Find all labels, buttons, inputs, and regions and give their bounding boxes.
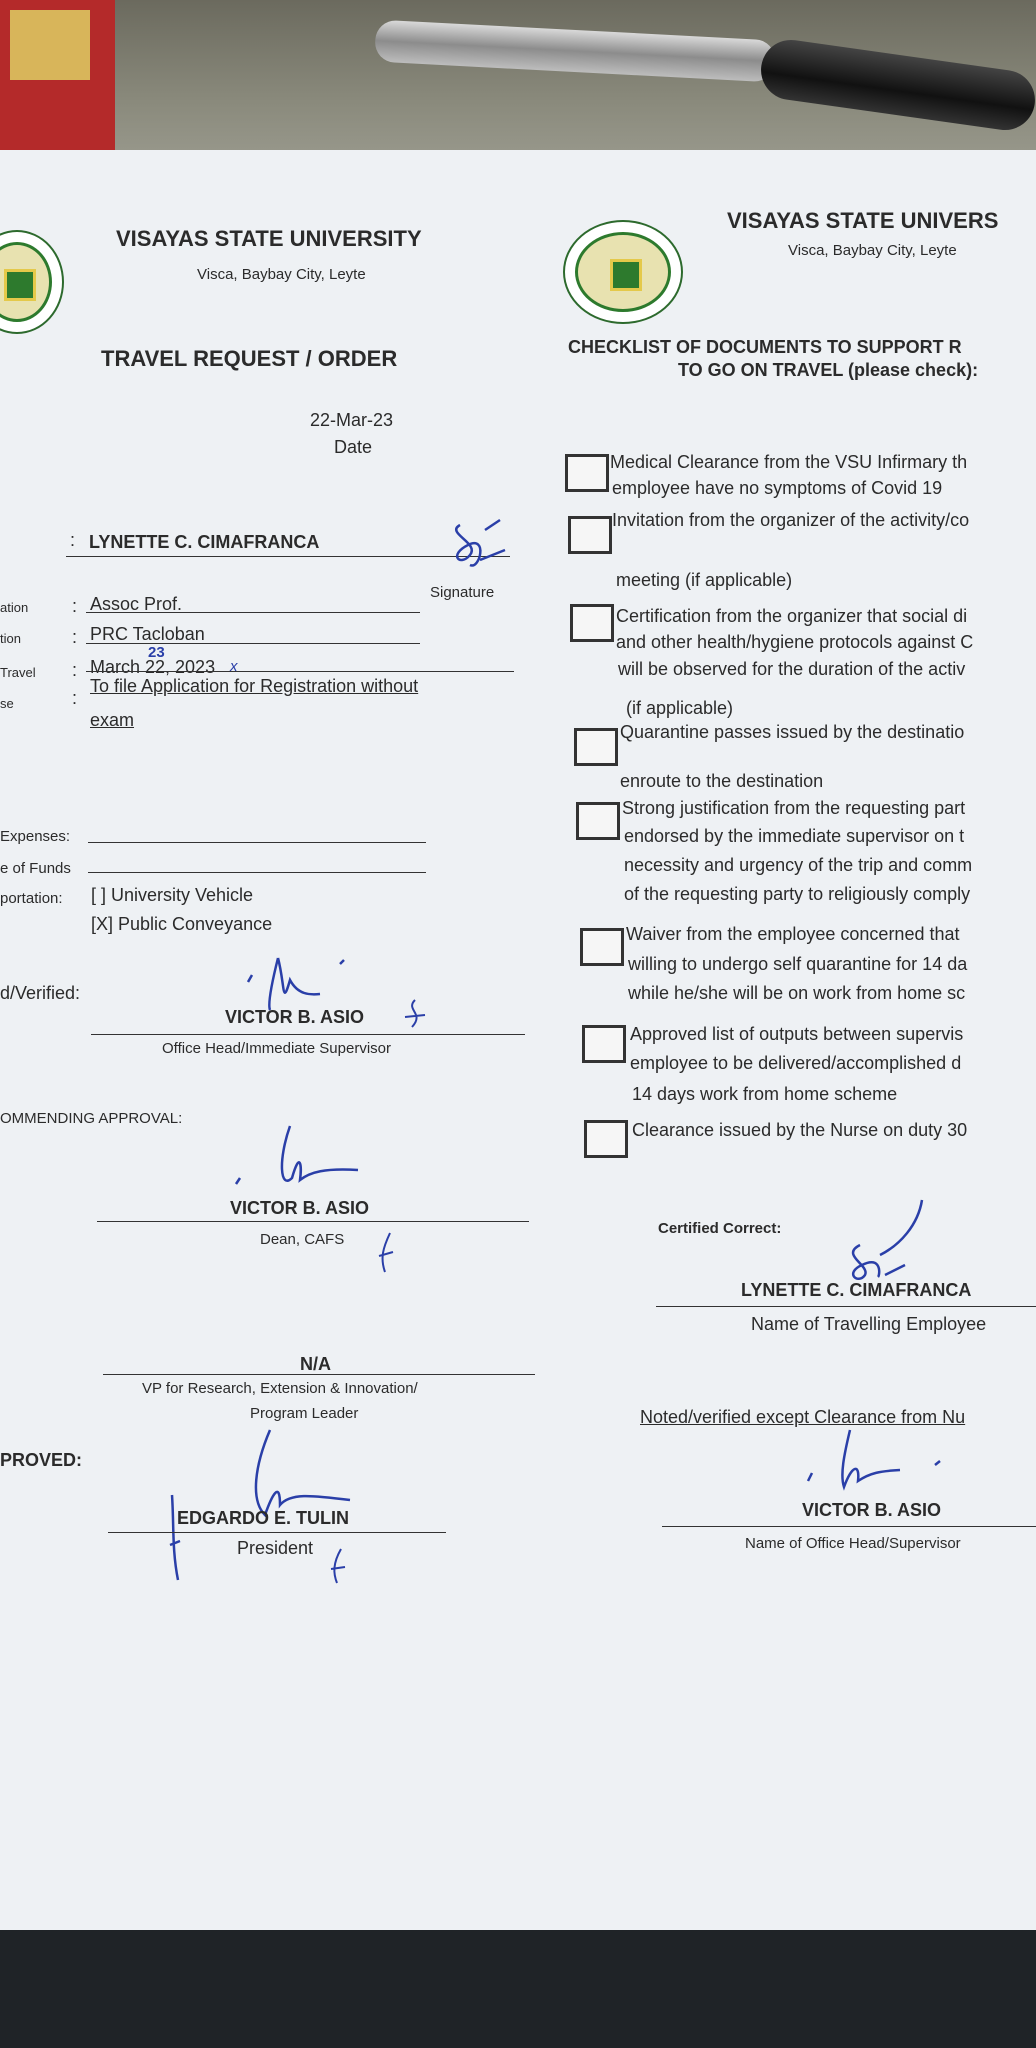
checklist-line: necessity and urgency of the trip and comm xyxy=(624,855,973,875)
checklist-line: enroute to the destination xyxy=(620,771,824,791)
field-value-travel-date: March 22, 2023 xyxy=(90,657,216,677)
employee-signature xyxy=(830,1195,940,1285)
checklist-line: willing to undergo self quarantine for 14 da xyxy=(628,954,968,974)
checklist-line: of the requesting party to religiously comply xyxy=(624,884,971,904)
checklist-line: Strong justification from the requesting part xyxy=(622,798,966,818)
recommending-label: OMMENDING APPROVAL: xyxy=(0,1110,183,1127)
president-title: President xyxy=(237,1538,314,1558)
recommender-name: VICTOR B. ASIO xyxy=(230,1198,370,1218)
employee-name: LYNETTE C. CIMAFRANCA xyxy=(741,1280,972,1300)
field-value-purpose: To file Application for Registration without xyxy=(90,676,419,696)
form-title: TRAVEL REQUEST / ORDER xyxy=(101,346,398,371)
checklist-line: 14 days work from home scheme xyxy=(632,1084,898,1104)
expenses-label: Expenses: xyxy=(0,828,71,845)
employee-caption: Name of Travelling Employee xyxy=(751,1314,987,1334)
red-box xyxy=(0,0,115,165)
recommender-title: Dean, CAFS xyxy=(260,1231,345,1248)
checklist-line: endorsed by the immediate supervisor on t xyxy=(624,826,965,846)
checklist-line: will be observed for the duration of the activ xyxy=(618,659,966,679)
traveller-signature xyxy=(440,515,515,575)
checklist-line: Clearance issued by the Nurse on duty 30 xyxy=(632,1120,968,1140)
certified-label: Certified Correct: xyxy=(658,1220,782,1237)
checklist-title-1: CHECKLIST OF DOCUMENTS TO SUPPORT R xyxy=(568,337,962,357)
vp-name: N/A xyxy=(300,1354,331,1374)
university-name-right: VISAYAS STATE UNIVERS xyxy=(727,208,999,233)
checklist-title-2: TO GO ON TRAVEL (please check): xyxy=(678,360,979,380)
transport-label: portation: xyxy=(0,890,63,907)
date-value: 22-Mar-23 xyxy=(310,410,394,430)
field-value-destination: PRC Tacloban xyxy=(90,624,205,644)
university-seal-right xyxy=(563,220,683,324)
transport-option-vehicle: [ ] University Vehicle xyxy=(91,885,254,905)
university-address-right: Visca, Baybay City, Leyte xyxy=(788,242,957,259)
checklist-line: Waiver from the employee concerned that xyxy=(626,924,960,944)
traveller-name: LYNETTE C. CIMAFRANCA xyxy=(89,532,320,552)
checkbox-quarantine-passes[interactable] xyxy=(574,728,618,766)
funds-label: e of Funds xyxy=(0,860,71,877)
checkbox-certification[interactable] xyxy=(570,604,614,642)
checkbox-approved-outputs[interactable] xyxy=(582,1025,626,1063)
checkbox-invitation[interactable] xyxy=(568,516,612,554)
approved-label: PROVED: xyxy=(0,1450,83,1470)
checklist-line: employee have no symptoms of Covid 19 xyxy=(612,478,943,498)
checklist-line: Approved list of outputs between supervis xyxy=(630,1024,964,1044)
president-name: EDGARDO E. TULIN xyxy=(177,1508,350,1528)
supervisor-caption: Name of Office Head/Supervisor xyxy=(745,1535,961,1552)
verifier-name: VICTOR B. ASIO xyxy=(225,1007,365,1027)
paper-clips xyxy=(10,10,90,80)
vp-title-line-2: Program Leader xyxy=(250,1405,359,1422)
noted-label: Noted/verified except Clearance from Nu xyxy=(640,1407,966,1427)
checkbox-waiver[interactable] xyxy=(580,928,624,966)
checkbox-strong-justification[interactable] xyxy=(576,802,620,840)
checklist-line: employee to be delivered/accomplished d xyxy=(630,1053,962,1073)
field-label-position: ation xyxy=(0,600,29,615)
field-label-destination: tion xyxy=(0,631,21,646)
vp-title-line-1: VP for Research, Extension & Innovation/ xyxy=(142,1380,418,1397)
field-label-travel-date: Travel xyxy=(0,665,36,680)
supervisor-name: VICTOR B. ASIO xyxy=(802,1500,942,1520)
recommender-signature xyxy=(230,1120,370,1200)
checklist-line: and other health/hygiene protocols against C xyxy=(616,632,974,652)
checklist-line: Quarantine passes issued by the destinatio xyxy=(620,722,965,742)
verifier-title: Office Head/Immediate Supervisor xyxy=(162,1040,391,1057)
checklist-line: Invitation from the organizer of the activity/co xyxy=(612,510,970,530)
checkbox-medical-clearance[interactable] xyxy=(565,454,609,492)
checklist-line: Certification from the organizer that social di xyxy=(616,606,968,626)
verified-label: d/Verified: xyxy=(0,983,81,1003)
university-name-left: VISAYAS STATE UNIVERSITY xyxy=(116,226,422,251)
university-address-left: Visca, Baybay City, Leyte xyxy=(197,266,366,283)
signature-label: Signature xyxy=(430,584,495,601)
field-label-purpose: se xyxy=(0,696,14,711)
supervisor-signature xyxy=(800,1425,960,1495)
checklist-line: Medical Clearance from the VSU Infirmary th xyxy=(610,452,968,472)
checkbox-nurse-clearance[interactable] xyxy=(584,1120,628,1158)
transport-option-public: [X] Public Conveyance xyxy=(91,914,273,934)
field-value-position: Assoc Prof. xyxy=(90,594,183,614)
checklist-line: (if applicable) xyxy=(626,698,734,718)
desk-background-bottom xyxy=(0,1930,1036,2048)
date-label: Date xyxy=(334,437,373,457)
field-value-purpose-2: exam xyxy=(90,710,135,730)
checklist-line: meeting (if applicable) xyxy=(616,570,793,590)
date-correction: 23 xyxy=(148,644,165,661)
checklist-line: while he/she will be on work from home sc xyxy=(628,983,966,1003)
